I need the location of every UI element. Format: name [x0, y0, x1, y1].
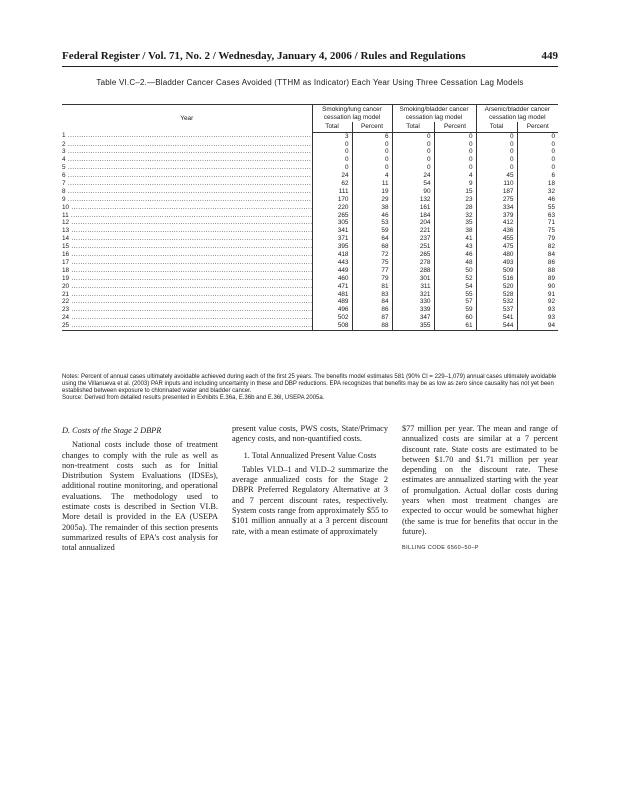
value-cell: 339: [392, 306, 434, 314]
year-cell: 22 .....: [62, 298, 312, 306]
value-cell: 544: [476, 322, 517, 330]
value-cell: 64: [352, 235, 392, 243]
value-cell: 38: [352, 204, 392, 212]
value-cell: 379: [476, 211, 517, 219]
value-cell: 59: [434, 306, 476, 314]
table-notes: [62, 374, 558, 402]
value-cell: 71: [517, 219, 558, 227]
value-cell: 79: [352, 275, 392, 283]
value-cell: 170: [312, 196, 352, 204]
value-cell: 94: [517, 322, 558, 330]
year-cell: 16 .....: [62, 251, 312, 259]
year-cell: 12 .....: [62, 219, 312, 227]
table-row: [62, 196, 558, 204]
year-cell: 1 .....: [62, 132, 312, 140]
value-cell: 0: [352, 156, 392, 164]
value-cell: 334: [476, 204, 517, 212]
value-cell: 83: [352, 290, 392, 298]
value-cell: 0: [312, 156, 352, 164]
value-cell: 355: [392, 322, 434, 330]
group1-header: Smoking/lung cancer cessation lag model: [312, 105, 392, 123]
table-row: [62, 314, 558, 322]
value-cell: 412: [476, 219, 517, 227]
value-cell: 82: [517, 243, 558, 251]
value-cell: 52: [434, 275, 476, 283]
value-cell: 54: [434, 282, 476, 290]
value-cell: 0: [312, 148, 352, 156]
value-cell: 0: [352, 140, 392, 148]
value-cell: 0: [434, 132, 476, 140]
value-cell: 221: [392, 227, 434, 235]
year-cell: 23 .....: [62, 306, 312, 314]
value-cell: 275: [476, 196, 517, 204]
table-title: Table VI.C–2.—Bladder Cancer Cases Avoided (TTHM as Indicator) Each Year Using Three Cessation Lag Models: [96, 78, 524, 87]
table-row: [62, 235, 558, 243]
value-cell: 55: [517, 204, 558, 212]
value-cell: 496: [312, 306, 352, 314]
table-row: [62, 211, 558, 219]
value-cell: 0: [517, 156, 558, 164]
value-cell: 75: [352, 259, 392, 267]
value-cell: 111: [312, 188, 352, 196]
year-cell: 24 .....: [62, 314, 312, 322]
value-cell: 528: [476, 290, 517, 298]
value-cell: 265: [392, 251, 434, 259]
value-cell: 455: [476, 235, 517, 243]
value-cell: 220: [312, 204, 352, 212]
table-row: [62, 306, 558, 314]
value-cell: 0: [392, 164, 434, 172]
total-header: Total: [312, 122, 352, 132]
value-cell: 481: [312, 290, 352, 298]
value-cell: 38: [434, 227, 476, 235]
paragraph-3: Tables VI.D–1 and VI.D–2 summarize the average annualized costs for the Stage 2 DBPR Preferred Regulatory Alternative at 3 and 7 percent discount rates, respectively. System costs range from approximately $55 to $101 million annually at a 3 percent discount rate, with a mean estimate of approximately: [232, 464, 388, 536]
value-cell: 89: [517, 275, 558, 283]
value-cell: 508: [312, 322, 352, 330]
value-cell: 110: [476, 180, 517, 188]
value-cell: 0: [392, 156, 434, 164]
value-cell: 86: [352, 306, 392, 314]
value-cell: 88: [352, 322, 392, 330]
value-cell: 321: [392, 290, 434, 298]
table-row: [62, 259, 558, 267]
table-body: [62, 132, 558, 330]
value-cell: 84: [352, 298, 392, 306]
value-cell: 537: [476, 306, 517, 314]
value-cell: 6: [517, 172, 558, 180]
value-cell: 4: [434, 172, 476, 180]
value-cell: 0: [352, 148, 392, 156]
value-cell: 330: [392, 298, 434, 306]
year-cell: 6 .....: [62, 172, 312, 180]
value-cell: 347: [392, 314, 434, 322]
value-cell: 0: [476, 164, 517, 172]
value-cell: 0: [434, 140, 476, 148]
value-cell: 516: [476, 275, 517, 283]
value-cell: 55: [434, 290, 476, 298]
year-cell: 13 .....: [62, 227, 312, 235]
value-cell: 184: [392, 211, 434, 219]
value-cell: 68: [352, 243, 392, 251]
value-cell: 19: [352, 188, 392, 196]
table-row: [62, 267, 558, 275]
value-cell: 489: [312, 298, 352, 306]
value-cell: 532: [476, 298, 517, 306]
group3-header: Arsenic/bladder cancer cessation lag model: [476, 105, 558, 123]
value-cell: 43: [434, 243, 476, 251]
value-cell: 436: [476, 227, 517, 235]
paragraph-2: present value costs, PWS costs, State/Primacy agency costs, and non-quantified costs.: [232, 424, 388, 444]
paragraph-4: $77 million per year. The mean and range of annualized costs are similar at a 7 percent discount rate. State costs are estimated to be between $1.70 and $1.71 million per year depending on the discount rate. These estimates are annualized starting with the year of promulgation. Actual dollar costs during years when most treatment changes are expected to occur would be somewhat higher (the same is true for benefits that occur in the future).: [402, 424, 558, 536]
value-cell: 46: [517, 196, 558, 204]
year-cell: 4 .....: [62, 156, 312, 164]
value-cell: 0: [476, 140, 517, 148]
group2-header: Smoking/bladder cancer cessation lag model: [392, 105, 476, 123]
page-header: [62, 50, 558, 62]
table-row: [62, 148, 558, 156]
value-cell: 79: [517, 235, 558, 243]
table-row: [62, 282, 558, 290]
value-cell: 0: [352, 164, 392, 172]
year-cell: 8 .....: [62, 188, 312, 196]
value-cell: 480: [476, 251, 517, 259]
column-1: [62, 424, 218, 560]
value-cell: 23: [434, 196, 476, 204]
total-header: Total: [476, 122, 517, 132]
value-cell: 541: [476, 314, 517, 322]
table-row: [62, 164, 558, 172]
year-cell: 7 .....: [62, 180, 312, 188]
table-row: [62, 204, 558, 212]
value-cell: 475: [476, 243, 517, 251]
value-cell: 4: [352, 172, 392, 180]
header-text: Federal Register / Vol. 71, No. 2 / Wednesday, January 4, 2006 / Rules and Regulations: [62, 50, 466, 62]
value-cell: 443: [312, 259, 352, 267]
value-cell: 61: [434, 322, 476, 330]
value-cell: 418: [312, 251, 352, 259]
value-cell: 520: [476, 282, 517, 290]
value-cell: 0: [517, 140, 558, 148]
value-cell: 301: [392, 275, 434, 283]
value-cell: 9: [434, 180, 476, 188]
table-row: [62, 251, 558, 259]
table-row: [62, 275, 558, 283]
value-cell: 53: [352, 219, 392, 227]
value-cell: 60: [434, 314, 476, 322]
value-cell: 29: [352, 196, 392, 204]
year-cell: 9 .....: [62, 196, 312, 204]
year-cell: 20 .....: [62, 282, 312, 290]
value-cell: 28: [434, 204, 476, 212]
value-cell: 3: [312, 132, 352, 140]
value-cell: 0: [434, 156, 476, 164]
value-cell: 90: [517, 282, 558, 290]
value-cell: 311: [392, 282, 434, 290]
value-cell: 132: [392, 196, 434, 204]
notes-text: Notes: Percent of annual cases ultimately avoidable achieved during each of the first 25 years. The benefits model estimates 581 (90% CI = 229–1,079) annual cases ultimately avoidable using the Villanueva et al. (2003) PAR inputs and including uncertainty in these and DBP reductions. EPA recognizes that benefits may be as low as zero since causality has not yet been established between exposure to chlorinated water and bladder cancer.: [62, 374, 557, 394]
value-cell: 371: [312, 235, 352, 243]
year-cell: 3 .....: [62, 148, 312, 156]
value-cell: 0: [392, 132, 434, 140]
value-cell: 45: [476, 172, 517, 180]
value-cell: 0: [434, 148, 476, 156]
value-cell: 62: [312, 180, 352, 188]
value-cell: 460: [312, 275, 352, 283]
value-cell: 63: [517, 211, 558, 219]
value-cell: 32: [517, 188, 558, 196]
value-cell: 11: [352, 180, 392, 188]
value-cell: 57: [434, 298, 476, 306]
year-cell: 15 .....: [62, 243, 312, 251]
year-cell: 2 .....: [62, 140, 312, 148]
value-cell: 251: [392, 243, 434, 251]
value-cell: 502: [312, 314, 352, 322]
year-cell: 21 .....: [62, 290, 312, 298]
value-cell: 18: [517, 180, 558, 188]
value-cell: 0: [392, 148, 434, 156]
table-row: [62, 180, 558, 188]
value-cell: 81: [352, 282, 392, 290]
value-cell: 187: [476, 188, 517, 196]
value-cell: 0: [392, 140, 434, 148]
value-cell: 0: [434, 164, 476, 172]
value-cell: 50: [434, 267, 476, 275]
value-cell: 93: [517, 306, 558, 314]
table-row: [62, 298, 558, 306]
year-cell: 18 .....: [62, 267, 312, 275]
value-cell: 237: [392, 235, 434, 243]
source-text: Source: Derived from detailed results presented in Exhibits E.36a, E.36b and E.36l, USEPA 2005a.: [62, 395, 325, 401]
table-row: [62, 132, 558, 140]
percent-header: Percent: [517, 122, 558, 132]
value-cell: 48: [434, 259, 476, 267]
value-cell: 0: [476, 148, 517, 156]
value-cell: 161: [392, 204, 434, 212]
section-heading-1: 1. Total Annualized Present Value Costs: [243, 450, 377, 460]
table-row: [62, 243, 558, 251]
value-cell: 341: [312, 227, 352, 235]
page-number: 449: [541, 50, 558, 62]
percent-header: Percent: [352, 122, 392, 132]
value-cell: 305: [312, 219, 352, 227]
table-row: [62, 156, 558, 164]
value-cell: 72: [352, 251, 392, 259]
value-cell: 84: [517, 251, 558, 259]
year-cell: 5 .....: [62, 164, 312, 172]
value-cell: 59: [352, 227, 392, 235]
value-cell: 54: [392, 180, 434, 188]
value-cell: 0: [517, 132, 558, 140]
value-cell: 0: [312, 164, 352, 172]
value-cell: 75: [517, 227, 558, 235]
total-header: Total: [392, 122, 434, 132]
value-cell: 204: [392, 219, 434, 227]
percent-header: Percent: [434, 122, 476, 132]
value-cell: 87: [352, 314, 392, 322]
header-rule: [62, 66, 558, 67]
value-cell: 92: [517, 298, 558, 306]
table-row: [62, 227, 558, 235]
value-cell: 395: [312, 243, 352, 251]
value-cell: 88: [517, 267, 558, 275]
bladder-cancer-table: [62, 104, 558, 331]
column-2: [232, 424, 388, 560]
year-cell: 19 .....: [62, 275, 312, 283]
value-cell: 278: [392, 259, 434, 267]
value-cell: 90: [392, 188, 434, 196]
value-cell: 493: [476, 259, 517, 267]
value-cell: 0: [476, 132, 517, 140]
year-header: Year: [62, 105, 312, 133]
value-cell: 35: [434, 219, 476, 227]
value-cell: 93: [517, 314, 558, 322]
value-cell: 449: [312, 267, 352, 275]
value-cell: 509: [476, 267, 517, 275]
value-cell: 0: [476, 156, 517, 164]
paragraph-1: National costs include those of treatment changes to comply with the rule as well as non-treatment costs such as for Initial Distribution System Evaluations (IDSEs), additional routine monitoring, and operational evaluations. The methodology used to estimate costs is described in Section VI.B. More detail is provided in the EA (USEPA 2005a). The remainder of this section presents summarized results of EPA's cost analysis for total annualized: [62, 440, 218, 553]
year-cell: 10 .....: [62, 204, 312, 212]
table-row: [62, 140, 558, 148]
value-cell: 41: [434, 235, 476, 243]
billing-code: BILLING CODE 6560–50–P: [402, 545, 479, 552]
value-cell: 32: [434, 211, 476, 219]
year-cell: 25 .....: [62, 322, 312, 330]
year-cell: 11 .....: [62, 211, 312, 219]
value-cell: 288: [392, 267, 434, 275]
value-cell: 91: [517, 290, 558, 298]
value-cell: 24: [312, 172, 352, 180]
value-cell: 24: [392, 172, 434, 180]
table-row: [62, 172, 558, 180]
value-cell: 265: [312, 211, 352, 219]
table-row: [62, 290, 558, 298]
value-cell: 86: [517, 259, 558, 267]
value-cell: 77: [352, 267, 392, 275]
table-row: [62, 322, 558, 330]
value-cell: 0: [517, 148, 558, 156]
value-cell: 46: [434, 251, 476, 259]
value-cell: 46: [352, 211, 392, 219]
value-cell: 6: [352, 132, 392, 140]
section-heading-d: D. Costs of the Stage 2 DBPR: [62, 426, 162, 435]
column-3: [402, 424, 558, 560]
value-cell: 0: [517, 164, 558, 172]
table-row: [62, 219, 558, 227]
value-cell: 0: [312, 140, 352, 148]
value-cell: 15: [434, 188, 476, 196]
value-cell: 471: [312, 282, 352, 290]
year-cell: 14 .....: [62, 235, 312, 243]
year-cell: 17 .....: [62, 259, 312, 267]
body-columns: [62, 424, 558, 560]
table-row: [62, 188, 558, 196]
